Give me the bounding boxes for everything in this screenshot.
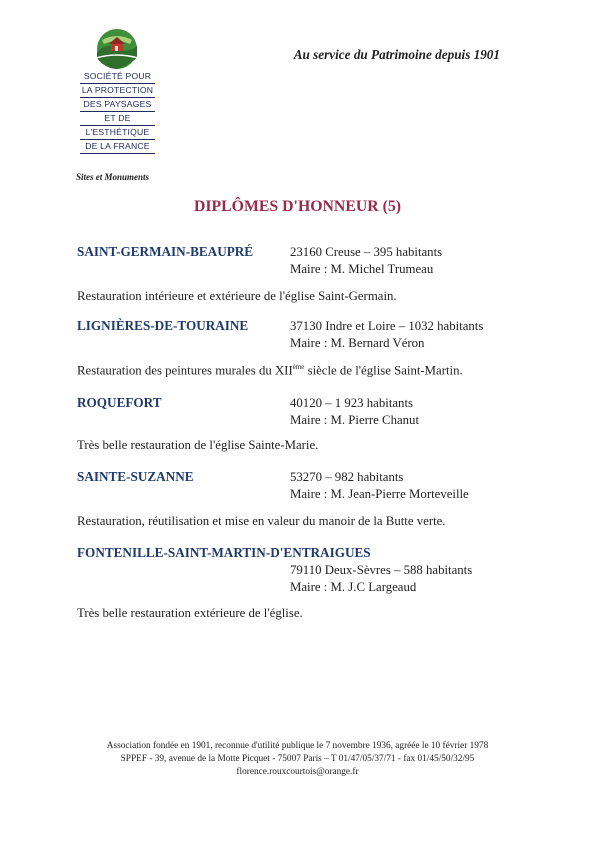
entry-commune-name: LIGNIÈRES-DE-TOURAINE — [77, 318, 249, 333]
entry-info — [290, 395, 419, 429]
entry-location: 37130 Indre et Loire – 1032 habitants — [290, 319, 484, 333]
entry-description — [77, 363, 463, 378]
entry-info — [290, 562, 472, 596]
entry-description: Très belle restauration de l'église Sainte-Marie. — [77, 438, 319, 452]
description-text: siècle de l'église Saint-Martin. — [304, 363, 463, 378]
entry-mayor: Maire : M. J.C Largeaud — [290, 580, 417, 594]
tagline: Au service du Patrimoine depuis 1901 — [293, 47, 500, 62]
entry-commune-name: SAINTE-SUZANNE — [77, 469, 194, 484]
footer-association-info: Association fondée en 1901, reconnue d'utilité publique le 7 novembre 1936, agréée le 10 février 1978 — [106, 741, 489, 751]
entry-description: Restauration intérieure et extérieure de l'église Saint-Germain. — [77, 289, 397, 303]
landscape-emblem-icon — [94, 28, 140, 70]
entry-mayor: Maire : M. Bernard Véron — [290, 336, 425, 350]
entry-info — [290, 318, 483, 352]
entry-commune-name: ROQUEFORT — [77, 395, 162, 410]
entry-location: 40120 – 1 923 habitants — [290, 396, 413, 410]
entry-location: 53270 – 982 habitants — [290, 470, 404, 484]
ordinal-suffix: ème — [292, 363, 305, 371]
logo-line: LA PROTECTION — [80, 84, 155, 98]
entry-commune-name: SAINT-GERMAIN-BEAUPRÉ — [77, 244, 254, 259]
entry-location: 23160 Creuse – 395 habitants — [290, 245, 443, 259]
entry-description: Restauration, réutilisation et mise en valeur du manoir de la Butte verte. — [77, 514, 446, 528]
logo-line: SOCIÉTÉ POUR — [80, 70, 155, 84]
entry-commune-name: FONTENILLE-SAINT-MARTIN-D'ENTRAIGUES — [77, 545, 371, 560]
entry-info — [290, 469, 469, 503]
entry-description: Très belle restauration extérieure de l'église. — [77, 606, 303, 620]
entry-location: 79110 Deux-Sèvres – 588 habitants — [290, 563, 473, 577]
logo-subtitle: Sites et Monuments — [76, 172, 150, 182]
logo-text — [80, 70, 155, 154]
footer-address: SPPEF - 39, avenue de la Motte Picquet - 75007 Paris – T 01/47/05/37/71 - fax 01/45/50/32/95 — [120, 754, 475, 764]
entry-info — [290, 244, 442, 278]
logo-line: DES PAYSAGES — [80, 98, 155, 112]
logo-line: DE LA FRANCE — [80, 140, 155, 154]
page-title: DIPLÔMES D'HONNEUR (5) — [193, 198, 402, 215]
entry-mayor: Maire : M. Pierre Chanut — [290, 413, 420, 427]
description-text: Restauration des peintures murales du XII — [77, 363, 293, 378]
footer-email: florence.rouxcourtois@orange.fr — [236, 767, 359, 777]
footer — [0, 740, 595, 779]
logo-line: L'ESTHÉTIQUE — [80, 126, 155, 140]
logo-line: ET DE — [80, 112, 155, 126]
entry-mayor: Maire : M. Jean-Pierre Morteveille — [290, 487, 469, 501]
entry-mayor: Maire : M. Michel Trumeau — [290, 262, 434, 276]
